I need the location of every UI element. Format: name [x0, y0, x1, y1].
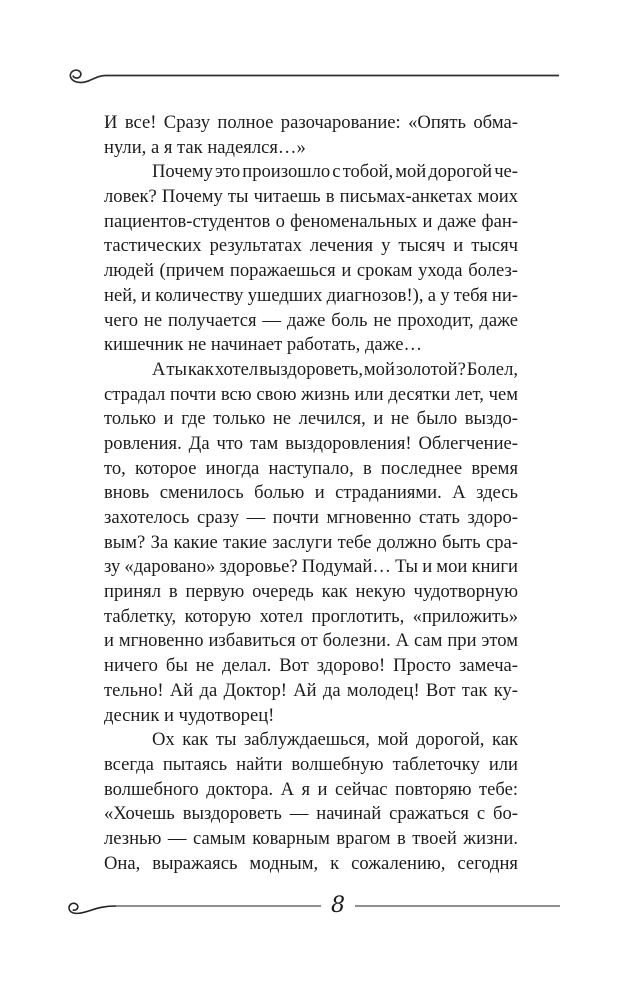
paragraph	[104, 160, 518, 358]
paragraph	[104, 358, 518, 728]
flourish-curl-icon	[62, 69, 559, 89]
text-line: тастических результатах лечения у тысяч и тысяч	[104, 235, 518, 257]
text-line: волшебного доктора. А я и сейчас повторяю тебе:	[104, 778, 518, 800]
text-line: только и где только не лечился, и не было выздо-	[104, 408, 518, 430]
text-line: принял в первую очередь как некую чудотворную	[104, 581, 518, 603]
text-line: вым? За какие такие заслуги тебе должно быть сра-	[104, 531, 518, 553]
text-line: Почему это произошло с тобой, мой дорогой че-	[152, 161, 518, 183]
text-line: всегда пытаясь найти волшебную таблеточку или	[104, 753, 518, 775]
footer-rule-right	[355, 905, 560, 907]
text-line: И все! Сразу полное разочарование: «Опять обма-	[104, 112, 518, 133]
text-line: чего не получается — даже боль не проходит, даже	[104, 309, 518, 331]
text-line: и мгновенно избавиться от болезни. А сам при этом	[104, 630, 518, 652]
text-line: вновь сменилось болью и страданиями. А здесь	[104, 482, 518, 504]
flourish-curl-icon	[62, 894, 116, 920]
text-column	[104, 111, 518, 876]
header-ornament	[62, 69, 559, 89]
paragraph	[104, 728, 518, 876]
text-line: ловек? Почему ты читаешь в письмах-анкетах моих	[104, 186, 518, 208]
page-number: 8	[331, 893, 345, 918]
text-line: «Хочешь выздороветь — начинай сражаться с бо-	[104, 803, 518, 825]
paragraph	[104, 111, 518, 160]
text-line: пациентов-студентов о феноменальных и даже фан-	[104, 210, 518, 232]
text-line: страдал почти всю свою жизнь или десятки лет, чем	[104, 383, 518, 405]
text-line: А ты как хотел выздороветь, мой золотой? Болел,	[152, 358, 518, 380]
text-line: то, которое иногда наступало, в последнее время	[104, 457, 518, 479]
text-line: ничего бы не делал. Вот здорово! Просто замеча-	[104, 655, 518, 677]
text-line: захотелось сразу — почти мгновенно стать здоро-	[104, 507, 518, 528]
text-line: десник и чудотворец!	[104, 704, 275, 726]
text-line: Она, выражаясь модным, к сожалению, сегодня	[104, 852, 518, 874]
text-line: нули, а я так надеялся…»	[104, 136, 306, 158]
text-line: ней, и количеству ушедших диагнозов!), а у тебя ни-	[104, 284, 518, 306]
text-line: ровления. Да что там выздоровления! Облегчение-	[104, 432, 518, 454]
footer-ornament	[62, 893, 560, 919]
text-line: Ох как ты заблуждаешься, мой дорогой, как	[152, 729, 518, 751]
text-line: зу «даровано» здоровье? Подумай… Ты и мои книги	[104, 556, 518, 578]
text-line: людей (причем поражаешься и срокам ухода болез-	[104, 260, 518, 282]
text-line: кишечник не начинает работать, даже…	[104, 334, 423, 356]
text-line: таблетку, которую хотел проглотить, «приложить»	[104, 605, 518, 627]
text-line: лезнью — самым коварным врагом в твоей жизни.	[104, 827, 518, 849]
footer-rule-left	[116, 905, 321, 907]
text-line: тельно! Ай да Доктор! Ай да молодец! Вот так ку-	[104, 679, 518, 701]
